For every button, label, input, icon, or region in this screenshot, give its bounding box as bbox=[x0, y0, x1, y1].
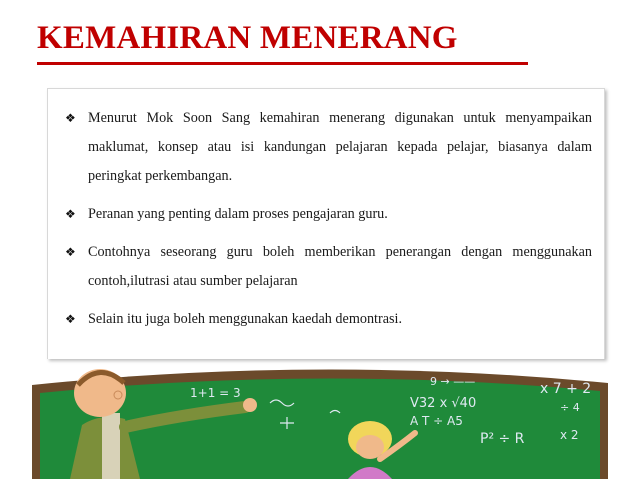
svg-text:x 7 + 2: x 7 + 2 bbox=[540, 381, 592, 397]
bullet-list bbox=[65, 104, 592, 334]
bullet-item bbox=[65, 238, 592, 296]
svg-text:÷ 4: ÷ 4 bbox=[560, 401, 580, 414]
slide-title: KEMAHIRAN MENERANG bbox=[37, 20, 458, 56]
svg-text:x 2: x 2 bbox=[560, 428, 579, 442]
teacher-chalkboard-illustration bbox=[30, 355, 610, 479]
title-underline bbox=[37, 62, 528, 65]
bullet-text: Peranan yang penting dalam proses pengajaran guru. bbox=[88, 206, 388, 222]
diamond-bullet-icon: ❖ bbox=[65, 312, 76, 326]
bullet-text: Contohnya seseorang guru boleh memberikan penerangan dengan menggunakan contoh,ilutrasi atau sumber pelajaran bbox=[88, 244, 592, 289]
diamond-bullet-icon: ❖ bbox=[65, 207, 76, 221]
diamond-bullet-icon: ❖ bbox=[65, 245, 76, 259]
svg-text:1+1 = 3: 1+1 = 3 bbox=[190, 386, 241, 400]
svg-text:P² ÷ R: P² ÷ R bbox=[480, 431, 525, 447]
svg-text:V32 x √40: V32 x √40 bbox=[410, 396, 477, 411]
svg-text:A T ÷ A5: A T ÷ A5 bbox=[410, 414, 463, 428]
svg-text:9 → ——: 9 → —— bbox=[430, 375, 476, 388]
bullet-item bbox=[65, 305, 592, 334]
bullet-text: Selain itu juga boleh menggunakan kaedah demontrasi. bbox=[88, 311, 403, 327]
bullet-item bbox=[65, 200, 592, 229]
bullet-item bbox=[65, 104, 592, 191]
diamond-bullet-icon: ❖ bbox=[65, 111, 76, 125]
bullet-text: Menurut Mok Soon Sang kemahiran menerang digunakan untuk menyampaikan maklumat, konsep atau isi kandungan pelajaran kepada pelajar, biasanya dalam peringkat perkembangan. bbox=[88, 110, 592, 184]
